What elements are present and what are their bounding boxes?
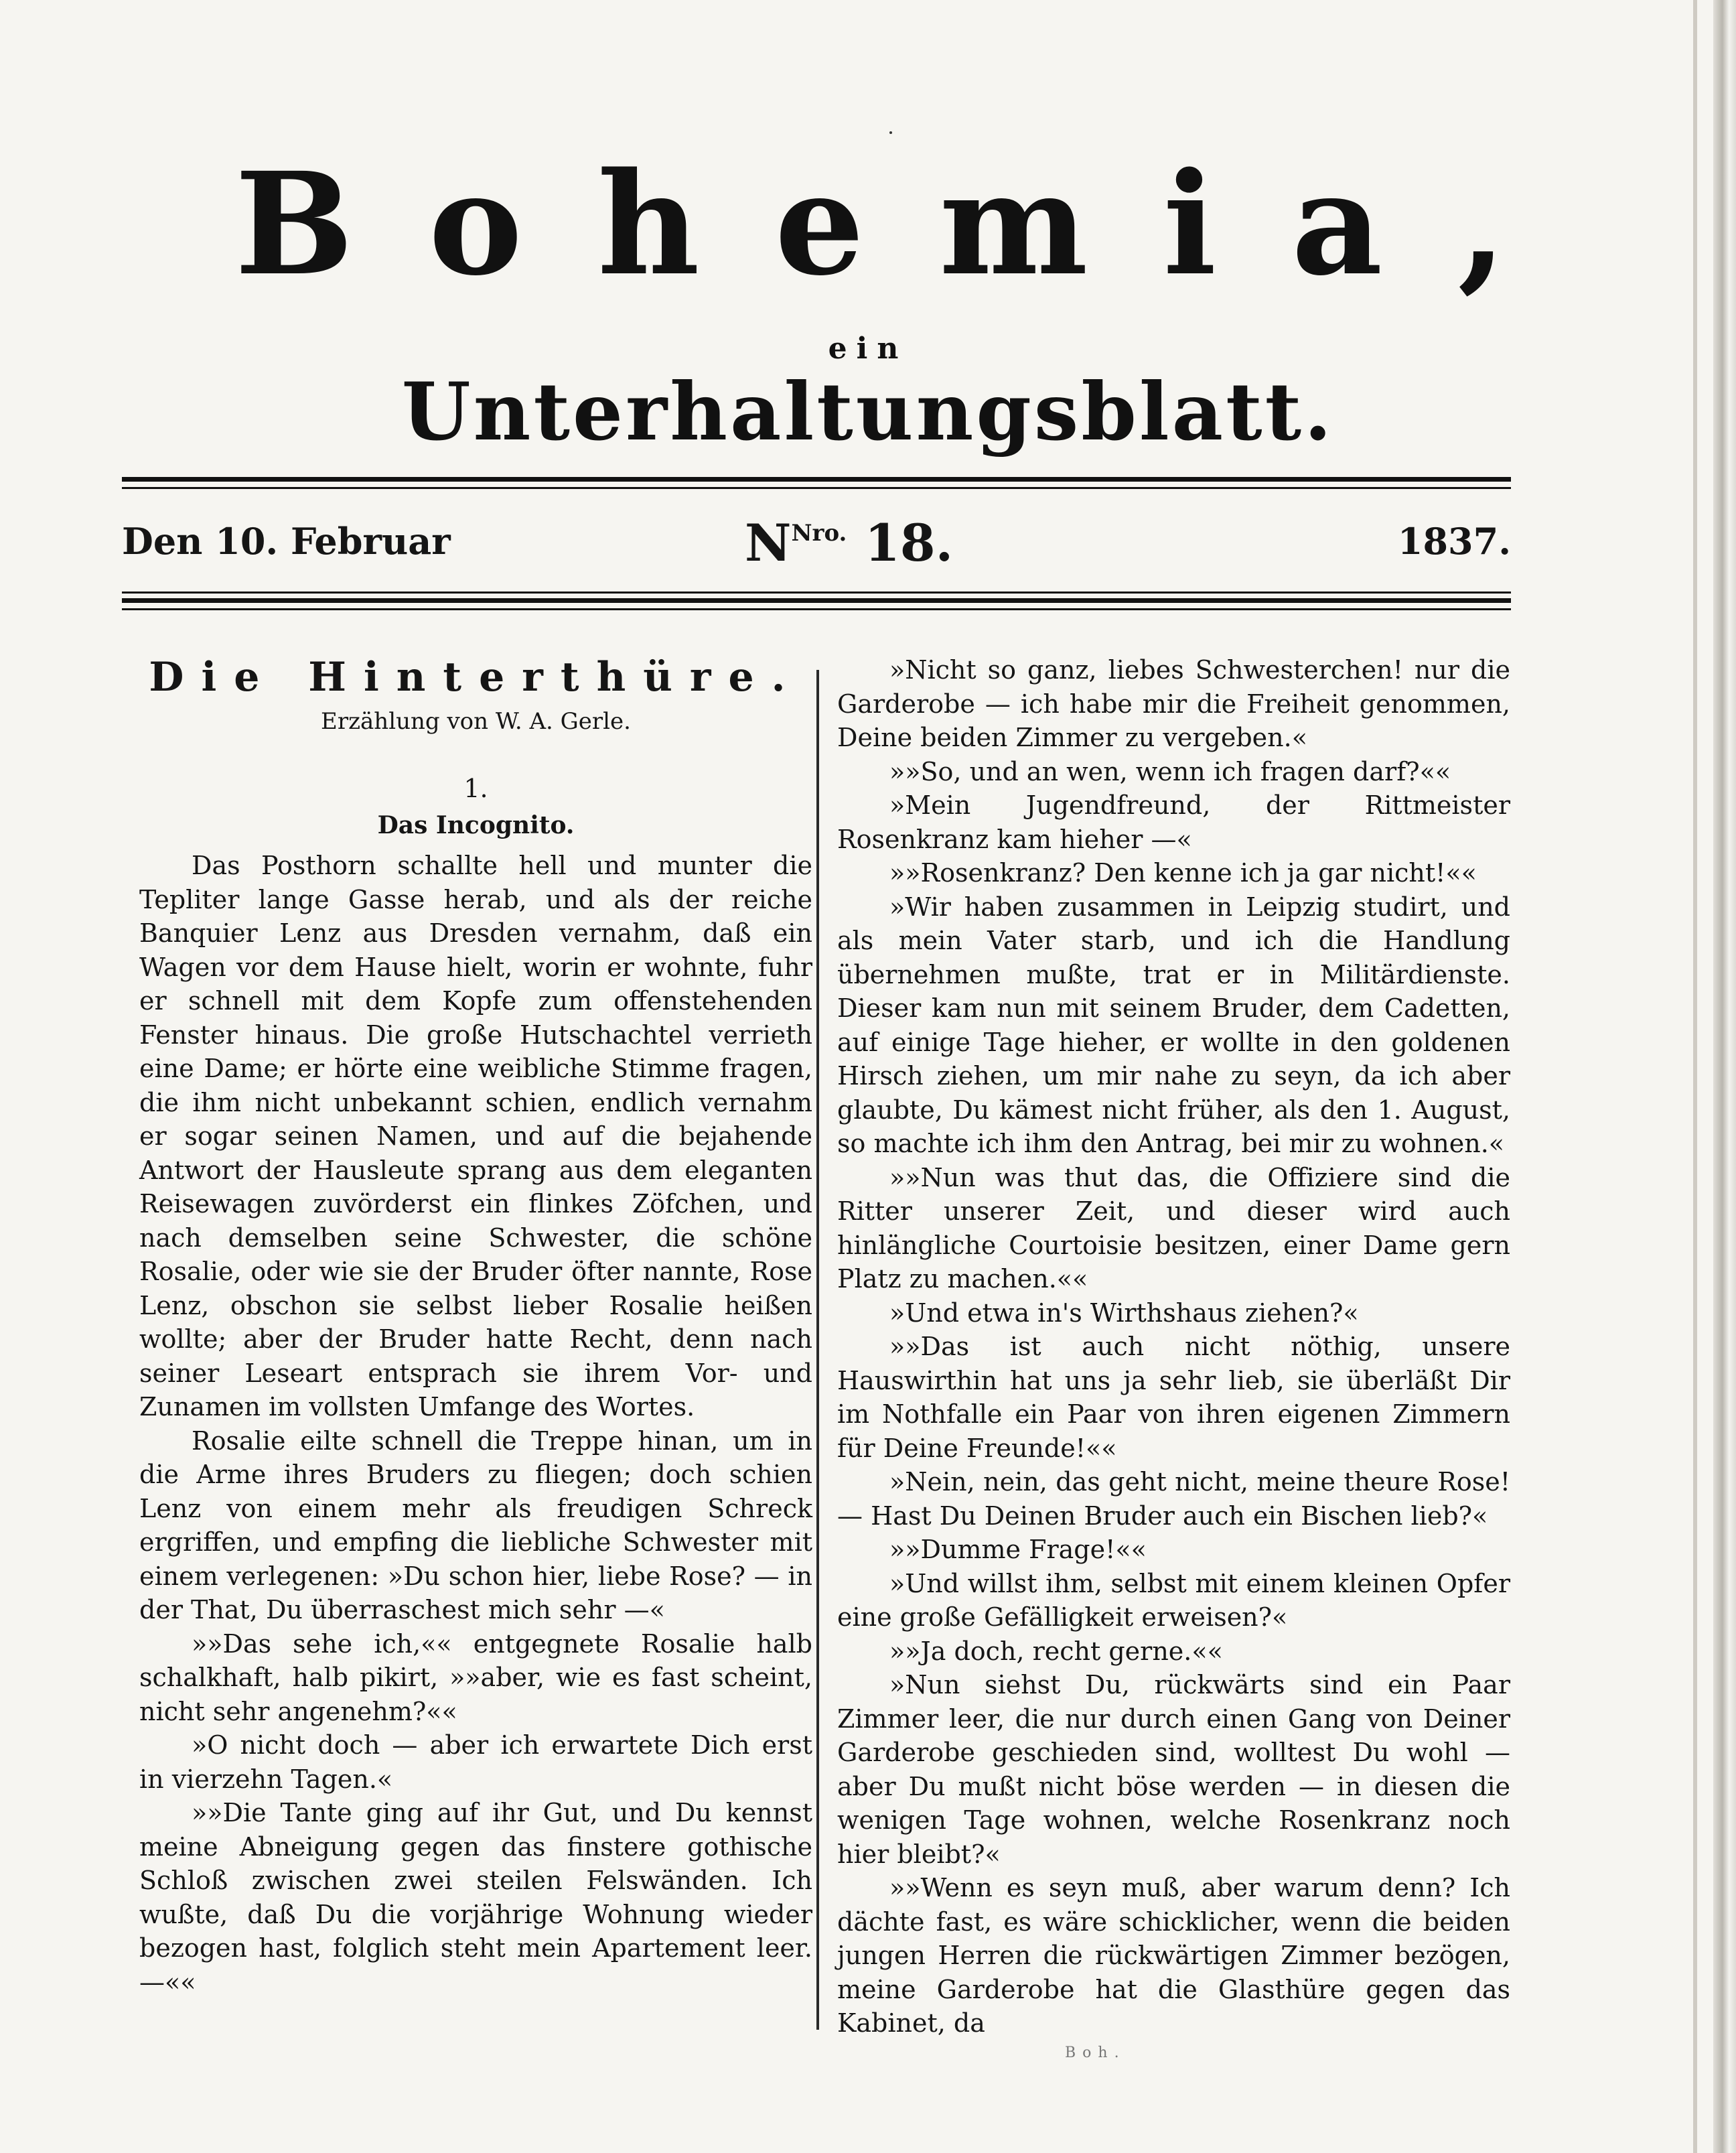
article-byline: Erzählung von W. A. Gerle. — [321, 708, 631, 735]
chapter-number: 1. — [463, 774, 488, 803]
right-column — [837, 653, 1510, 2040]
chapter-title: Das Incognito. — [377, 811, 575, 839]
newspaper-title: Bohemia, — [234, 141, 1582, 307]
paragraph: Das Posthorn schallte hell und munter die Tepliter lange Gasse herab, und als der reiche Banquier Lenz aus Dresden vernahm, daß ein Wagen vor dem Hause hielt, worin er wohnte, fuhr er schnell mit dem Kopfe zum offenstehenden Fenster hinaus. Die große Hutschachtel verrieth eine Dame; er hörte eine weibliche Stimme fragen, die ihm nicht unbekannt schien, endlich vernahm er sogar seinen Namen, und auf die bejahende Antwort der Hausleute sprang aus dem eleganten Reisewagen zuvörderst ein flinkes Zöfchen, und nach demselben seine Schwester, die schöne Rosalie, oder wie sie der Bruder öfter nannte, Rose Lenz, obschon sie selbst lieber Rosalie heißen wollte; aber der Bruder hatte Recht, denn nach seiner Leseart entsprach sie ihrem Vor- und Zunamen im vollsten Umfange des Wortes. — [139, 851, 812, 1421]
paragraph: »»Ja doch, recht gerne.«« — [889, 1636, 1223, 1666]
ink-speck — [889, 131, 892, 134]
issue-number-value: 18. — [864, 513, 954, 573]
paragraph: »Nun siehst Du, rückwärts sind ein Paar Zimmer leer, die nur durch einen Gang von Deiner Garderobe geschieden sind, wolltest Du wohl — aber Du mußt nicht böse werden — in diesen die wenigen Tage wohnen, welche Rosenkranz noch hier bleibt?« — [837, 1670, 1510, 1869]
issue-number — [745, 513, 953, 573]
article-title: Die Hinterthüre. — [149, 654, 803, 701]
issue-number-prefix: $N^{Nro.}$ — [745, 513, 847, 573]
paragraph: »»Wenn es seyn muß, aber warum denn? Ich dächte fast, es wäre schicklicher, wenn die beiden jungen Herren die rückwärtigen Zimmer bezögen, meine Garderobe hat die Glasthüre gegen das Kabinet, da — [837, 1873, 1510, 2038]
column-divider — [816, 670, 819, 2030]
paragraph: »»Die Tante ging auf ihr Gut, und Du kennst meine Abneigung gegen das finstere gothische Schloß zwischen zwei steilen Felswänden. Ich wußte, daß Du die vorjährige Wohnung wieder bezogen hast, folglich steht mein Apartement leer. —«« — [139, 1798, 812, 1997]
paragraph: »»Das sehe ich,«« entgegnete Rosalie halb schalkhaft, halb pikirt, »»aber, wie es fast scheint, nicht sehr angenehm?«« — [139, 1628, 812, 1726]
page-edge-shadow — [1713, 0, 1736, 2153]
paragraph: »Mein Jugendfreund, der Rittmeister Rosenkranz kam hieher —« — [837, 790, 1510, 854]
dateline-rule-thick — [122, 598, 1511, 603]
header-rule-thin — [122, 487, 1511, 489]
paragraph: »»Rosenkranz? Den kenne ich ja gar nicht!«« — [889, 858, 1477, 888]
paragraph: »Nein, nein, das geht nicht, meine theure Rose! — Hast Du Deinen Bruder auch ein Bischen lieb?« — [837, 1467, 1510, 1531]
signature-mark: Boh. — [1065, 2044, 1126, 2061]
paragraph: »Und willst ihm, selbst mit einem kleinen Opfer eine große Gefälligkeit erweisen?« — [837, 1568, 1510, 1632]
dateline-rule-thin-bottom — [122, 608, 1511, 610]
header-rule-thick — [122, 477, 1511, 482]
newspaper-subtitle: Unterhaltungsblatt. — [401, 365, 1335, 458]
issue-date: Den 10. Februar — [122, 520, 451, 563]
issue-year: 1837. — [1397, 520, 1511, 563]
paragraph: »Und etwa in's Wirthshaus ziehen?« — [889, 1298, 1359, 1328]
paragraph: »»Dumme Frage!«« — [889, 1535, 1147, 1564]
dateline-rule-thin-top — [122, 592, 1511, 594]
subtitle-ein: ein — [828, 332, 908, 366]
paragraph: »O nicht doch — aber ich erwartete Dich erst in vierzehn Tagen.« — [139, 1730, 812, 1794]
dateline — [122, 514, 1511, 575]
paragraph: »»So, und an wen, wenn ich fragen darf?«« — [889, 756, 1451, 786]
paragraph: »Nicht so ganz, liebes Schwesterchen! nur die Garderobe — ich habe mir die Freiheit genommen, Deine beiden Zimmer zu vergeben.« — [837, 655, 1510, 752]
page-edge-line — [1693, 0, 1697, 2153]
paragraph: »»Nun was thut das, die Offiziere sind die Ritter unserer Zeit, und dieser wird auch hinlängliche Courtoisie besitzen, einer Dame gern Platz zu machen.«« — [837, 1162, 1510, 1294]
paragraph: »Wir haben zusammen in Leipzig studirt, und als mein Vater starb, und ich die Handlung übernehmen mußte, trat er in Militärdienste. Dieser kam nun mit seinem Bruder, dem Cadetten, auf einige Tage hieher, er wollte in den goldenen Hirsch ziehen, um mir nahe zu seyn, da ich aber glaubte, Du kämest nicht früher, als den 1. August, so machte ich ihm den Antrag, bei mir zu wohnen.« — [837, 892, 1510, 1158]
left-column — [139, 653, 812, 1999]
paragraph: »»Das ist auch nicht nöthig, unsere Hauswirthin hat uns ja sehr lieb, sie überläßt Dir im Nothfalle ein Paar von ihren eigenen Zimmern für Deine Freunde!«« — [837, 1332, 1510, 1463]
paragraph: Rosalie eilte schnell die Treppe hinan, um in die Arme ihres Bruders zu fliegen; doch schien Lenz von einem mehr als freudigen Schreck ergriffen, und empfing die liebliche Schwester mit einem verlegenen: »Du schon hier, liebe Rose? — in der That, Du überraschest mich sehr —« — [139, 1426, 812, 1624]
